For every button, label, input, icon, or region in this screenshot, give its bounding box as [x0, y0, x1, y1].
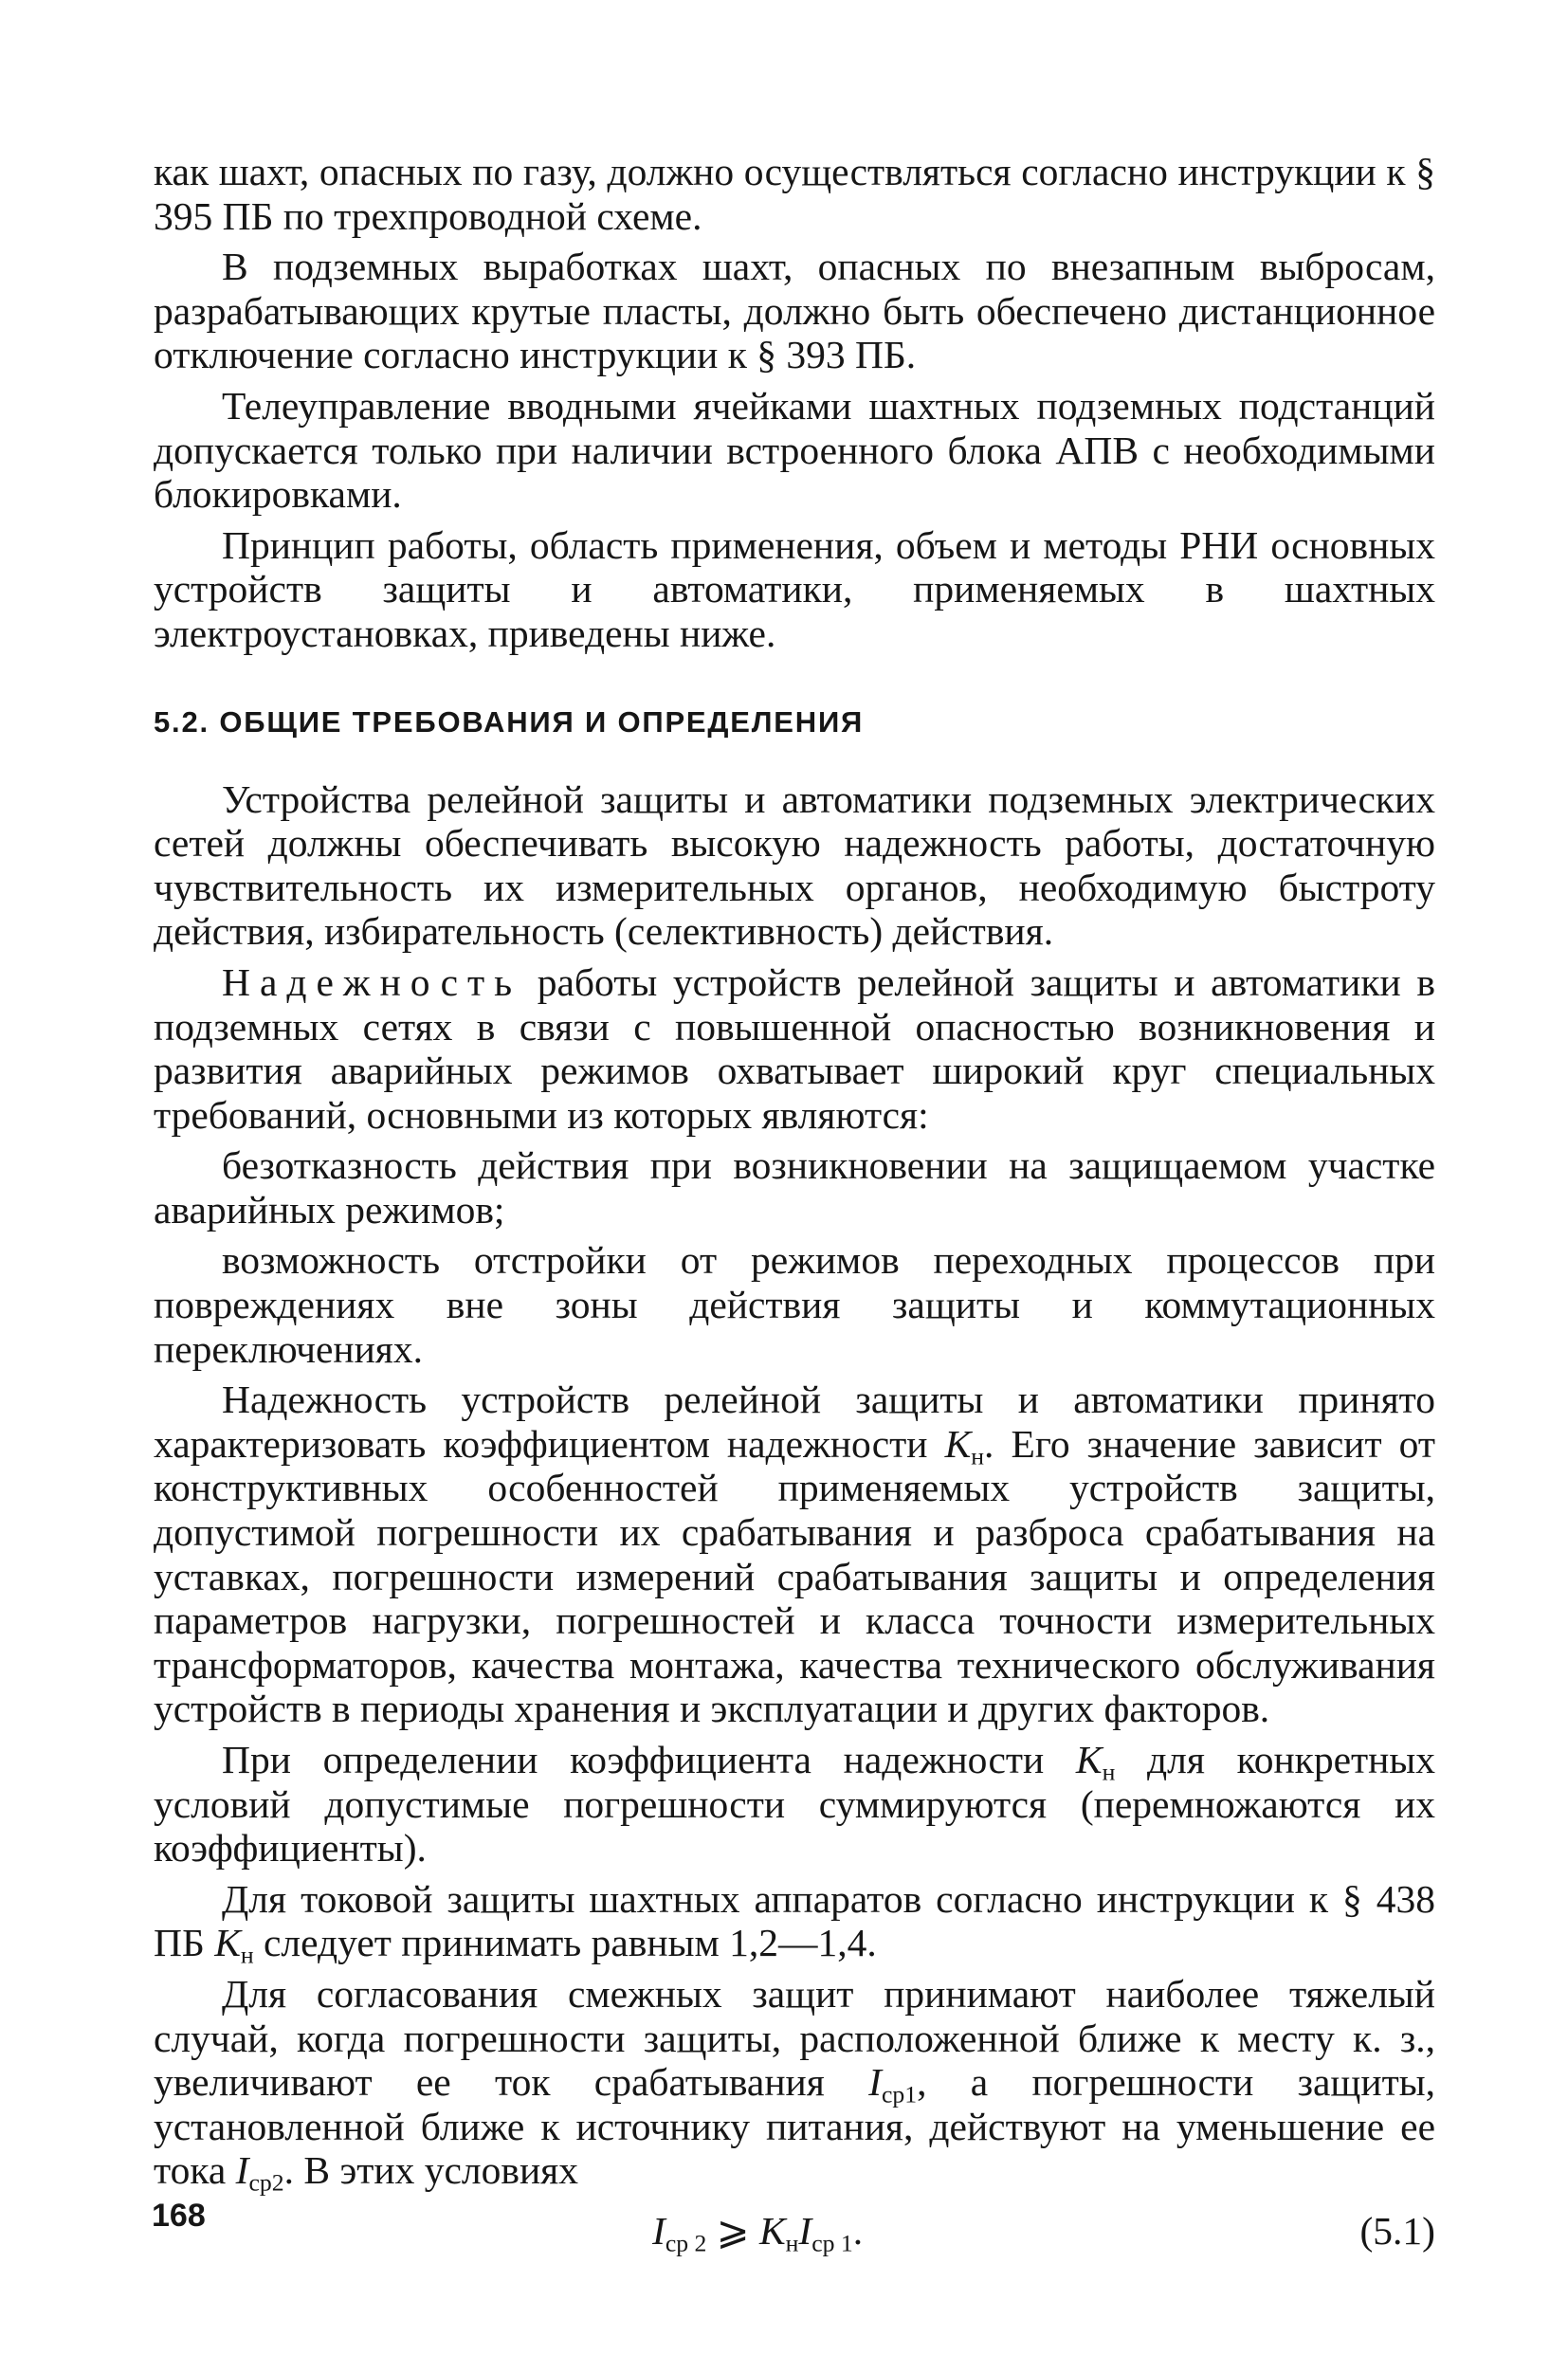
symbol-k: K: [214, 1921, 241, 1965]
paragraph-determination: [154, 1738, 1435, 1871]
paragraph-reliability-coefficient: [154, 1378, 1435, 1731]
subscript-n: н: [1102, 1758, 1116, 1786]
subscript-sr1: ср1: [881, 2080, 918, 2108]
symbol-k-n: [944, 1421, 985, 1470]
determination-text-after: для конкретных условий допустимые погрешности суммируются (перемножаются их коэффициенты).: [154, 1738, 1435, 1871]
symbol-k-n: [214, 1921, 254, 1970]
paragraph-reliability: [154, 960, 1435, 1137]
current-protection-text-after: следует принимать равным 1,2—1,4.: [253, 1921, 877, 1965]
symbol-i: I: [868, 2060, 882, 2105]
equation-dot: .: [852, 2208, 864, 2253]
paragraph-telecontrol: Телеуправление вводными ячейками шахтных подземных подстанций допускается только при наличии встроенного блока АПВ с необходимыми блокировками.: [154, 383, 1435, 517]
paragraph-current-protection: [154, 1876, 1435, 1970]
section-heading: 5.2. ОБЩИЕ ТРЕБОВАНИЯ И ОПРЕДЕЛЕНИЯ: [154, 704, 865, 739]
equation-number: (5.1): [1359, 2208, 1435, 2253]
symbol-i: I: [652, 2208, 665, 2253]
symbol-k: K: [758, 2208, 786, 2253]
subscript-sr-2: ср 2: [665, 2229, 707, 2257]
page-number: 168: [152, 2198, 206, 2234]
symbol-i-sr1: [868, 2060, 918, 2108]
subscript-n: н: [240, 1942, 254, 1970]
reliability-text: работы устройств релейной защиты и автоматики в подземных сетях в связи с повышенной опасностью возникновения и развития аварийных режимов охватывает широкий круг специальных требований, основными из которых являются:: [154, 959, 1435, 1137]
symbol-i: I: [798, 2208, 812, 2253]
coordination-part-2: , а погрешности защиты, установленной ближе к источнику питания, действуют на уменьшение ее тока: [154, 2060, 1435, 2193]
coef-text-after: . Его значение зависит от конструктивных особенностей применяемых устройств защиты, допустимой погрешности их срабатывания и разброса срабатывания на уставках, погрешности измерений срабатывания защиты и определения параметров нагрузки, погрешностей и класса точности измерительных трансформаторов, качества монтажа, качества технического обслуживания устройств в периоды хранения и эксплуатации и других факторов.: [154, 1421, 1435, 1731]
paragraph-devices-requirements: Устройства релейной защиты и автоматики подземных электрических сетей должны обеспечивать высокую надежность работы, достаточную чувствительность их измерительных органов, необходимую быстроту действия, избирательность (селективность) действия.: [154, 776, 1435, 954]
symbol-k: K: [944, 1421, 972, 1466]
subscript-sr2: ср2: [248, 2169, 284, 2198]
paragraph-principle: Принцип работы, область применения, объем и методы РНИ основных устройств защиты и автоматики, применяемых в шахтных электроустановках, приведены ниже.: [154, 522, 1435, 655]
equation-row: [154, 2206, 1435, 2255]
determination-text-before: При определении коэффициента надежности: [222, 1738, 1076, 1781]
symbol-k: K: [1075, 1738, 1103, 1781]
list-item-requirement-1: безотказность действия при возникновении на защищаемом участке аварийных режимов;: [154, 1143, 1435, 1232]
symbol-k-n: [1075, 1738, 1116, 1786]
page-body: [154, 150, 1435, 2255]
subscript-sr-1: ср 1: [811, 2229, 853, 2257]
equation-formula: [652, 2206, 863, 2255]
subscript-n: н: [785, 2229, 799, 2257]
paragraph-coordination: [154, 1971, 1435, 2198]
subscript-n: н: [971, 1442, 985, 1470]
coef-text-before: Надежность устройств релейной защиты и автоматики принято характеризовать коэффициентом надежности: [154, 1378, 1435, 1466]
coordination-part-1: Для согласования смежных защит принимают наиболее тяжелый случай, когда погрешности защиты, расположенной ближе к месту к. з., увеличивают ее ток срабатывания: [154, 1971, 1435, 2105]
reliability-term: Надежность: [222, 959, 522, 1004]
coordination-part-3: . В этих условиях: [283, 2148, 578, 2193]
paragraph-remote-disconnect: В подземных выработках шахт, опасных по внезапным выбросам, разрабатывающих крутые пласты, должно быть обеспечено дистанционное отключение согласно инструкции к § 393 ПБ.: [154, 245, 1435, 377]
geq-sign: ⩾: [706, 2208, 759, 2253]
paragraph-continuation: как шахт, опасных по газу, должно осуществляться согласно инструкции к § 395 ПБ по трехпроводной схеме.: [154, 150, 1435, 238]
list-item-requirement-2: возможность отстройки от режимов переходных процессов при повреждениях вне зоны действия защиты и коммутационных переключениях.: [154, 1238, 1435, 1371]
symbol-i-sr2: [235, 2148, 284, 2198]
symbol-i: I: [235, 2148, 249, 2193]
current-protection-text-before: Для токовой защиты шахтных аппаратов согласно инструкции к § 438 ПБ: [154, 1876, 1435, 1965]
